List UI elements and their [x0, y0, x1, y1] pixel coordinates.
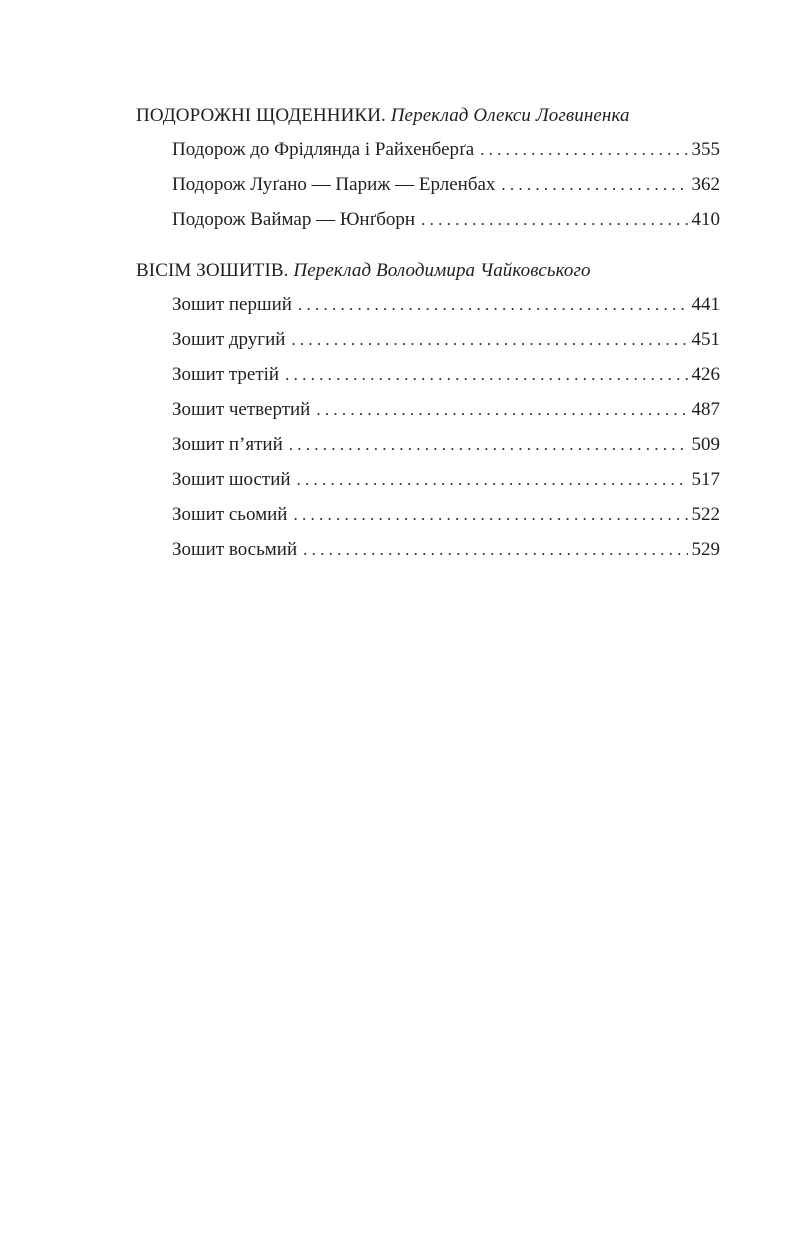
entry-page-number: 426	[691, 364, 720, 385]
entry-page-number: 509	[691, 434, 720, 455]
section-translator: Переклад Олекси Логвиненка	[390, 105, 630, 126]
toc-section-eight-notebooks	[136, 255, 720, 567]
toc-entry[interactable]	[136, 427, 720, 462]
dot-leader	[316, 392, 687, 427]
dot-leader	[480, 132, 687, 167]
toc-entry[interactable]	[136, 532, 720, 567]
entry-page-number: 529	[691, 539, 720, 560]
entry-title: Зошит другий	[172, 329, 286, 350]
toc-entry[interactable]	[136, 167, 720, 202]
toc-entry[interactable]	[136, 497, 720, 532]
entry-page-number: 362	[691, 174, 720, 195]
entry-title: Зошит шостий	[172, 469, 291, 490]
toc-entry[interactable]	[136, 322, 720, 357]
entry-page-number: 441	[691, 294, 720, 315]
entry-title: Зошит четвертий	[172, 399, 311, 420]
section-heading	[136, 255, 720, 287]
toc-entry[interactable]	[136, 287, 720, 322]
entry-page-number: 487	[691, 399, 720, 420]
entry-title: Зошит перший	[172, 294, 292, 315]
dot-leader	[297, 462, 688, 497]
dot-leader	[501, 167, 687, 202]
entry-title: Подорож Луґано — Париж — Ерленбах	[172, 174, 496, 195]
table-of-contents	[136, 100, 720, 567]
dot-leader	[298, 287, 688, 322]
entry-title: Зошит третій	[172, 364, 280, 385]
entry-list	[136, 287, 720, 567]
section-translator: Переклад Володимира Чайковського	[293, 260, 591, 281]
dot-leader	[289, 427, 688, 462]
entry-page-number: 355	[691, 139, 720, 160]
section-title: ПОДОРОЖНІ ЩОДЕННИКИ.	[136, 105, 386, 126]
entry-page-number: 522	[691, 504, 720, 525]
dot-leader	[303, 532, 687, 567]
entry-page-number: 410	[691, 209, 720, 230]
dot-leader	[421, 202, 687, 237]
section-heading	[136, 100, 720, 132]
toc-entry[interactable]	[136, 392, 720, 427]
toc-entry[interactable]	[136, 357, 720, 392]
toc-entry[interactable]	[136, 132, 720, 167]
dot-leader	[285, 357, 687, 392]
entry-title: Зошит восьмий	[172, 539, 298, 560]
dot-leader	[291, 322, 687, 357]
entry-title: Подорож до Фрідлянда і Райхенберґа	[172, 139, 475, 160]
entry-title: Зошит сьомий	[172, 504, 288, 525]
section-title: ВІСІМ ЗОШИТІВ.	[136, 260, 289, 281]
entry-title: Зошит п’ятий	[172, 434, 283, 455]
entry-list	[136, 132, 720, 237]
toc-section-travel-diaries	[136, 100, 720, 237]
entry-page-number: 451	[691, 329, 720, 350]
toc-entry[interactable]	[136, 202, 720, 237]
toc-entry[interactable]	[136, 462, 720, 497]
dot-leader	[293, 497, 687, 532]
entry-title: Подорож Ваймар — Юнґборн	[172, 209, 416, 230]
entry-page-number: 517	[691, 469, 720, 490]
